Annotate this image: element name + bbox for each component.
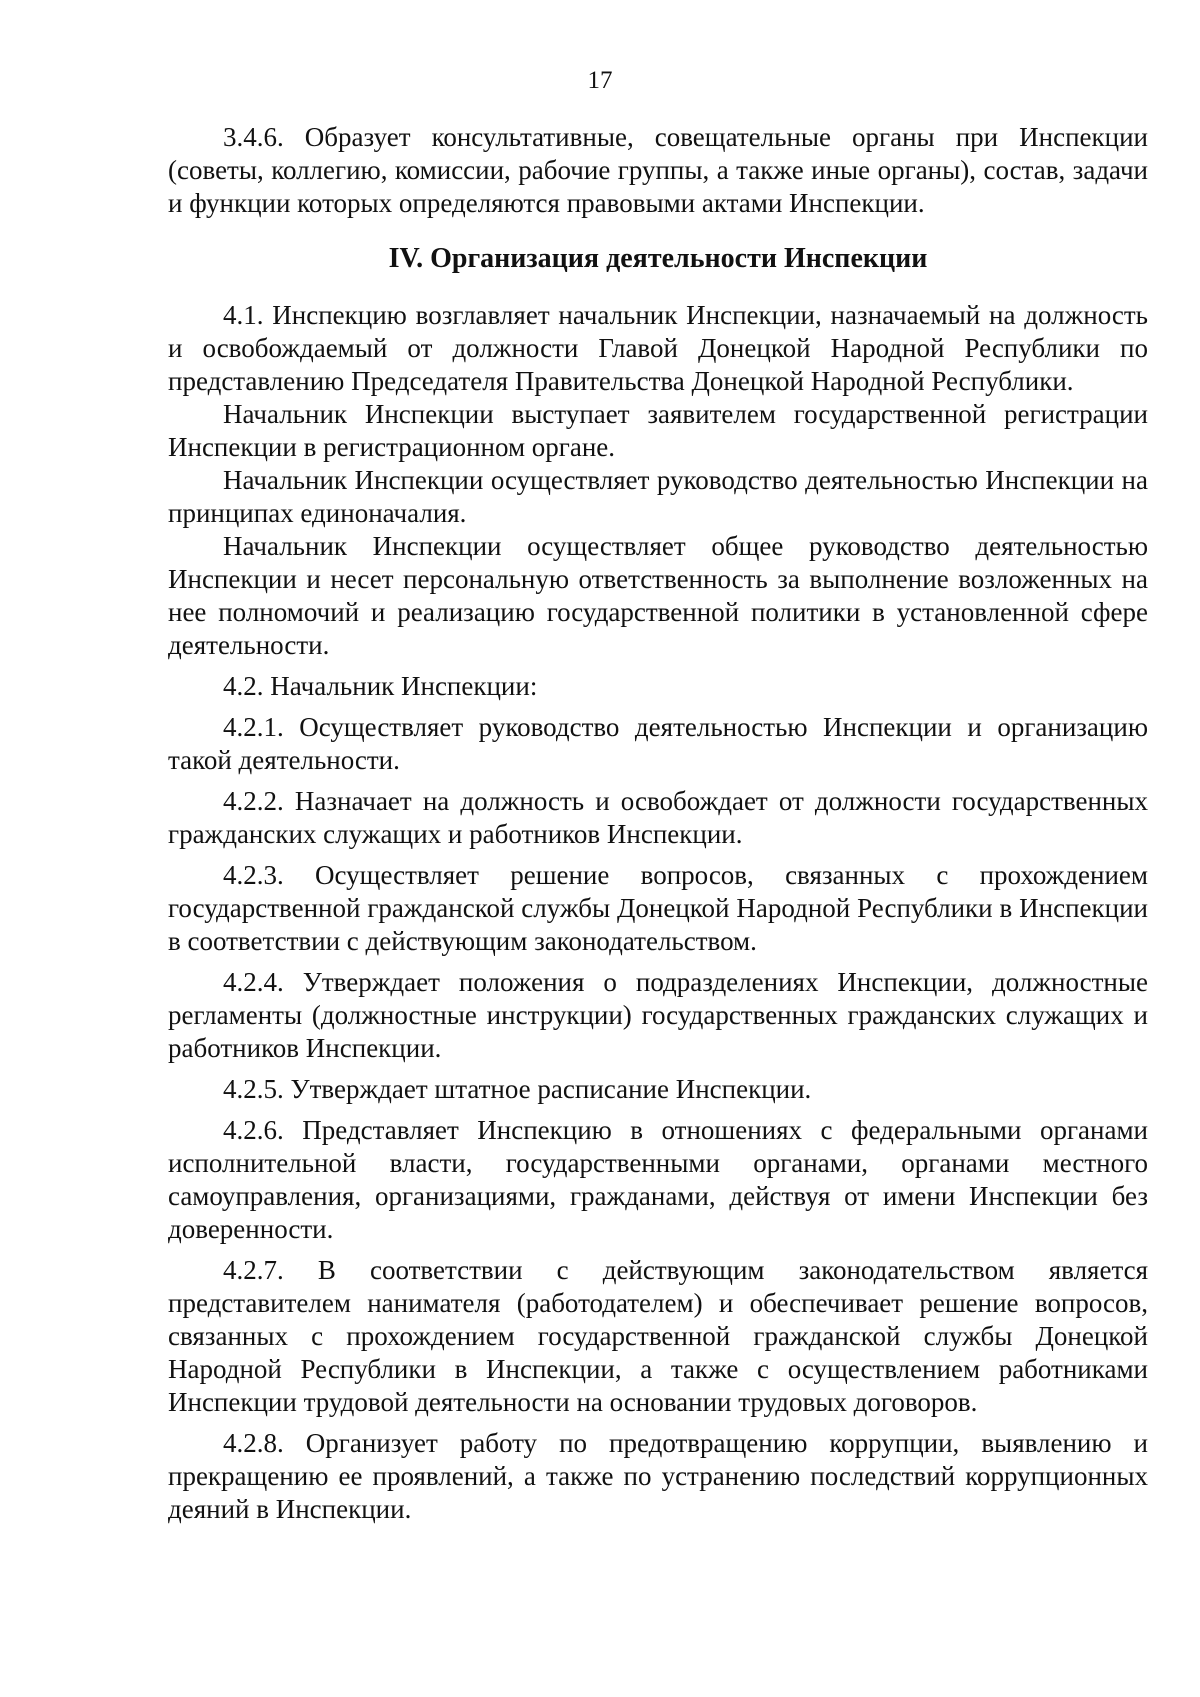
paragraph-general-management: Начальник Инспекции осуществляет общее руководство деятельностью Инспекции и несет персональную ответственность за выполнение возложенных на нее полномочий и реализацию государственной политики в установленной сфере деятельности. bbox=[168, 531, 1148, 660]
paragraph-unity-of-command: Начальник Инспекции осуществляет руководство деятельностью Инспекции на принципах единоначалия. bbox=[168, 465, 1148, 528]
page-content bbox=[168, 121, 1148, 1526]
paragraph-4-2-2: 4.2.2. Назначает на должность и освобождает от должности государственных гражданских служащих и работников Инспекции. bbox=[168, 786, 1148, 849]
paragraph-4-2-1: 4.2.1. Осуществляет руководство деятельностью Инспекции и организацию такой деятельности. bbox=[168, 712, 1148, 775]
paragraph-4-1: 4.1. Инспекцию возглавляет начальник Инспекции, назначаемый на должность и освобождаемый от должности Главой Донецкой Народной Республики по представлению Председателя Правительства Донецкой Народной Республики. bbox=[168, 300, 1148, 396]
paragraph-4-2-7: 4.2.7. В соответствии с действующим законодательством является представителем нанимателя (работодателем) и обеспечивает решение вопросов, связанных с прохождением государственной гражданской службы Донецкой Народной Республики в Инспекции, а также с осуществлением работниками Инспекции трудовой деятельности на основании трудовых договоров. bbox=[168, 1255, 1148, 1417]
paragraph-4-2-4: 4.2.4. Утверждает положения о подразделениях Инспекции, должностные регламенты (должностные инструкции) государственных гражданских служащих и работников Инспекции. bbox=[168, 967, 1148, 1063]
paragraph-3-4-6: 3.4.6. Образует консультативные, совещательные органы при Инспекции (советы, коллегию, комиссии, рабочие группы, а также иные органы), состав, задачи и функции которых определяются правовыми актами Инспекции. bbox=[168, 122, 1148, 218]
paragraph-4-2: 4.2. Начальник Инспекции: bbox=[223, 671, 538, 701]
paragraph-4-2-8: 4.2.8. Организует работу по предотвращению коррупции, выявлению и прекращению ее проявлений, а также по устранению последствий коррупционных деяний в Инспекции. bbox=[168, 1428, 1148, 1524]
page-number: 17 bbox=[587, 67, 613, 94]
paragraph-4-2-3: 4.2.3. Осуществляет решение вопросов, связанных с прохождением государственной гражданской службы Донецкой Народной Республики в Инспекции в соответствии с действующим законодательством. bbox=[168, 860, 1148, 956]
paragraph-4-2-5: 4.2.5. Утверждает штатное расписание Инспекции. bbox=[223, 1074, 812, 1104]
paragraph-4-2-6: 4.2.6. Представляет Инспекцию в отношениях с федеральными органами исполнительной власти, государственными органами, органами местного самоуправления, организациями, гражданами, действуя от имени Инспекции без доверенности. bbox=[168, 1115, 1148, 1244]
paragraph-registration: Начальник Инспекции выступает заявителем государственной регистрации Инспекции в регистрационном органе. bbox=[168, 399, 1148, 462]
section-heading: IV. Организация деятельности Инспекции bbox=[388, 243, 928, 274]
